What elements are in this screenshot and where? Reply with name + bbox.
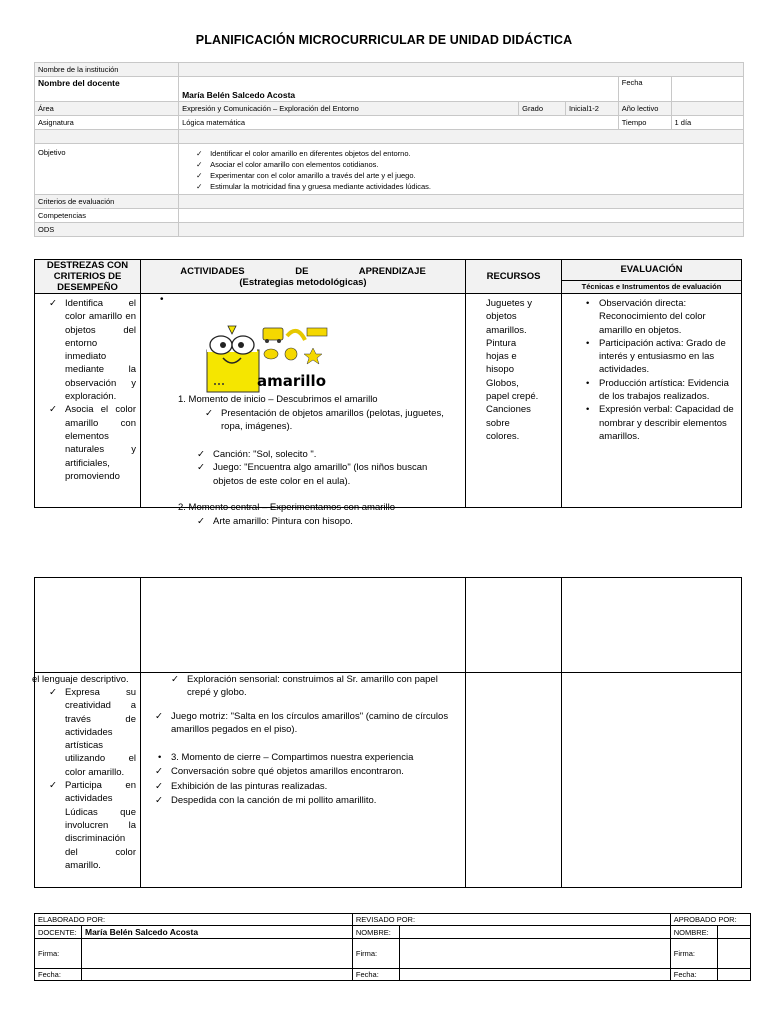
evaluacion-item: • Observación directa: Reconocimiento del color amarillo en objetos. [599,297,737,337]
destrezas-list-2 [35,673,140,872]
docente-label: DOCENTE: [35,926,82,939]
area-label: Área [35,102,179,116]
firma-value[interactable] [82,939,353,969]
area-value[interactable]: Expresión y Comunicación – Exploración del Entorno [179,102,519,116]
fecha-value[interactable] [671,77,743,102]
page-title: PLANIFICACIÓN MICROCURRICULAR DE UNIDAD DIDÁCTICA [195,33,573,47]
tiempo-label: Tiempo [618,116,671,130]
recursos-text: Juguetes y objetos amarillos. Pintura hojas e hisopo Globos, papel crepé. Canciones sobre colores. [486,298,539,442]
fecha-value[interactable] [399,969,670,981]
info-table [34,62,744,237]
evaluacion-cell [562,294,742,508]
objetivos-list [182,148,740,192]
nombre-value[interactable] [399,926,670,939]
asignatura-value[interactable]: Lógica matemática [179,116,619,130]
destreza-item: ✓ Asocia el color amarillo con elementos naturales y artificiales, promoviendo [65,403,136,483]
criterios-value[interactable] [179,195,744,209]
aprobado-label: APROBADO POR: [670,914,750,926]
anio-label: Año lectivo [618,102,671,116]
nombre-value[interactable] [717,926,750,939]
institucion-label: Nombre de la institución [35,63,179,77]
nombre-label: NOMBRE: [670,926,717,939]
empty-cell [141,578,466,673]
fecha-label: Fecha [618,77,671,102]
bullet-mark: • [160,294,164,305]
objetivo-label: Objetivo [35,144,179,195]
actividades-cell-cont [141,673,466,888]
inicio-item: ✓ Juego: "Encuentra algo amarillo" (los niños buscan objetos de este color en el aula). [213,461,453,488]
fecha-value[interactable] [82,969,353,981]
planning-table-part1 [34,259,742,527]
elaborado-label: ELABORADO POR: [35,914,353,926]
central-list-cont-b [171,710,457,737]
blank-row-label [35,130,179,144]
docente-signer[interactable]: María Belén Salcedo Acosta [82,926,353,939]
actividades-cell [141,294,466,527]
signature-table [34,913,751,981]
blank-row-value [179,130,744,144]
tiempo-value[interactable]: 1 día [671,116,743,130]
ods-value[interactable] [179,223,744,237]
amarillo-word: amarillo [257,372,327,390]
competencias-label: Competencias [35,209,179,223]
tecnicas-header: Técnicas e Instrumentos de evaluación [562,280,742,293]
inicio-list-b [213,448,453,488]
inicio-item: ✓ Presentación de objetos amarillos (pelotas, juguetes, ropa, imágenes). [221,407,461,434]
objetivo-item: ✓ Experimentar con el color amarillo a través del arte y el juego. [210,170,740,181]
institucion-value[interactable] [179,63,744,77]
evaluacion-list [562,294,741,443]
central-item: ✓ Juego motriz: "Salta en los círculos amarillos" (camino de círculos amarillos pegados en el piso). [171,710,457,737]
nombre-label: NOMBRE: [352,926,399,939]
empty-cell [466,578,562,673]
momento-cierre: • 3. Momento de cierre – Compartimos nuestra experiencia [171,751,457,764]
recursos-cell [466,294,562,508]
criterios-label: Criterios de evaluación [35,195,179,209]
objetivo-item: ✓ Estimular la motricidad fina y gruesa mediante actividades lúdicas. [210,181,740,192]
destrezas-cell-cont [32,673,141,888]
momento-inicio: 1. Momento de inicio – Descubrimos el amarillo [178,394,378,405]
central-list-cont-a [187,673,457,700]
docente-label: Nombre del docente [35,77,179,102]
inicio-item: ✓ Canción: "Sol, solecito ". [213,448,453,461]
cierre-item: ✓ Conversación sobre qué objetos amarillos encontraron. [171,765,457,780]
asignatura-label: Asignatura [35,116,179,130]
fecha-label: Fecha: [352,969,399,981]
objetivo-item: ✓ Identificar el color amarillo en diferentes objetos del entorno. [210,148,740,159]
destrezas-cell [35,294,141,508]
cierre-heading-list [171,751,457,764]
fecha-value[interactable] [717,969,750,981]
firma-label: Firma: [352,939,399,969]
recursos-cell-cont [466,673,562,888]
destrezas-header: DESTREZAS CON CRITERIOS DE DESEMPEÑO [35,260,141,294]
fecha-label: Fecha: [670,969,717,981]
docente-value[interactable]: María Belén Salcedo Acosta [179,77,619,102]
cierre-item: ✓ Exhibición de las pinturas realizadas. [171,780,457,795]
cierre-item: ✓ Despedida con la canción de mi pollito amarillito. [171,794,457,809]
recursos-header: RECURSOS [466,260,562,294]
firma-value[interactable] [717,939,750,969]
destreza-item: ✓ Identifica el color amarillo en objetos del entorno inmediato mediante la observación y exploración. [65,297,136,403]
firma-value[interactable] [399,939,670,969]
planning-table-part2 [34,577,742,888]
evaluacion-item: • Expresión verbal: Capacidad de nombrar y describir elementos amarillos. [599,403,737,443]
fecha-label: Fecha: [35,969,82,981]
firma-label: Firma: [670,939,717,969]
destreza-item: ✓ Participa en actividades Lúdicas que involucren la discriminación del color amarillo. [65,779,136,872]
cierre-list [171,765,457,809]
competencias-value[interactable] [179,209,744,223]
ods-label: ODS [35,223,179,237]
evaluacion-item: • Producción artística: Evidencia de los trabajos realizados. [599,377,737,404]
actividades-header: ACTIVIDADES DE APRENDIZAJE (Estrategias metodológicas) [141,260,466,294]
evaluacion-cell-cont [562,673,742,888]
firma-label: Firma: [35,939,82,969]
grado-value[interactable]: Inicial1-2 [565,102,618,116]
momento-central: 2. Momento central – Experimentamos con amarillo [178,502,396,513]
grado-label: Grado [519,102,566,116]
destreza-item: ✓ Expresa su creatividad a través de actividades artísticas utilizando el color amarillo. [65,686,136,779]
anio-value[interactable] [671,102,743,116]
objetivo-item: ✓ Asociar el color amarillo con elementos cotidianos. [210,159,740,170]
inicio-list-a [221,407,461,434]
revisado-label: REVISADO POR: [352,914,670,926]
central-item: ✓ Arte amarillo: Pintura con hisopo. [213,515,453,528]
amarillo-clipart-image [201,322,335,394]
empty-cell [562,578,742,673]
central-list [213,515,453,528]
evaluacion-header: EVALUACIÓN [562,260,742,281]
evaluacion-item: • Participación activa: Grado de interés y entusiasmo en las actividades. [599,337,737,377]
destrezas-list [35,294,140,483]
empty-cell [35,578,141,673]
destrezas-continuation: el lenguaje descriptivo. [32,674,129,685]
central-item: ✓ Exploración sensorial: construimos al Sr. amarillo con papel crepé y globo. [187,673,457,700]
objetivo-value[interactable] [179,144,744,195]
